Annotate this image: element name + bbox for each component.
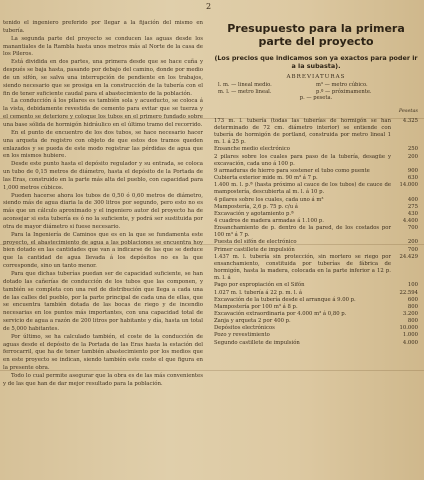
item-description: 4 pilares sobre los cuales, cada uno á m³ (214, 196, 324, 203)
item-description: Zanja y arqueta 2 por 400 p. (214, 318, 291, 325)
item-amount: 10.000 (399, 325, 418, 332)
item-amount: 700 (407, 246, 418, 253)
body-paragraph: En el punto de encuentro de los dos tubos, se hace necesario hacer una arqueta de registro con objeto de que estos dos tramos queden enlazados y se pueda de este modo registrar las pérdidas de agua que en los mismos hubiere. (3, 129, 203, 160)
item-description: 1.437 m. l. tubería sin protección, sin mortero se riego por ensanchamiento, constituida por tuberías de fábrica de hormigón, hasta la madera, colocada en la parte inferior a 12 p. m. l. á (214, 253, 391, 282)
item-description: Pozo y revestimiento (214, 332, 270, 339)
body-paragraph: Para la Ingeniería de Caminos que es en la que se fundamenta este proyecto, el abastecimiento de agua a las poblaciones se encuentra hoy bien dotado en las cantidades que van a indicarse de las que se deduce que la cantidad de agua llevada á los depósitos no es la que corresponde, sino un tanto menor. (3, 231, 203, 270)
abbreviation-peseta: p. — peseta. (299, 95, 333, 102)
budget-column (214, 20, 418, 347)
item-amount: 800 (407, 318, 418, 325)
item-amount: 250 (407, 146, 418, 153)
budget-line-item (214, 168, 418, 175)
abbreviation-entry: l. m. — lineal medio. (218, 82, 272, 88)
item-description: 2 pilares sobre los cuales para paso de la tubería, desagüe y excavación, cada uno á 100 p. (214, 153, 391, 167)
abbreviation-entry: m³ — metro cúbico. (316, 82, 368, 88)
body-paragraph: Desde este punto hasta el depósito regulador y su entrada, se coloca un tubo de 0,15 metros de diámetro, hasta el depósito de la Portada de las Eras, construido en la parte más alta del pueblo, con capacidad para 1,000 metros cúbicos. (3, 161, 203, 191)
body-paragraph: Está dividida en dos partes, una primera desde que se hace cuña y después se baja hasta, pasando por debajo del camino, donde por medio de un sifón, se salva una interrupción de pendiente en los trabajos, siendo necesario que se prosiga en la construcción de la tubería con el fin de tener suficiente caudal para el abastecimiento de la población. (3, 59, 203, 97)
budget-line-item (214, 211, 418, 218)
item-description: 1.027 m. l. tubería á 22 p. m. l. á (214, 289, 303, 296)
item-description: 4 cuadros de madera armadas á 1.100 p. (214, 217, 324, 224)
item-description: 173 m. l. tubería (todas las tuberías de hormigón se han determinado de 72 cm. diámetro interior) se entiende con tubería de hormigón de portland, construida por metro lineal 1 m. l. á 25 p. (214, 117, 391, 146)
item-description: Pago por expropiación en el Sifón (214, 282, 305, 289)
budget-line-item (214, 325, 418, 332)
item-amount: 200 (407, 239, 418, 246)
left-text-column (3, 20, 203, 389)
item-description: 1.400 m. l. p.ª (hasta próximo al cauce de los tubos) de cauce de mampostería, descubierta al m. l. á 10 p. (214, 182, 391, 196)
budget-line-item (214, 118, 418, 147)
body-paragraph: La conducción á los pilares es también sola y acueducto, se coloca á la vista, debidamente revestida de cemento para evitar que se tuerza y el cemento se deteriore y coloque los tubos en el primero fundado sobre una base sólida de hormigón hidráulico en el último tramo del recorrido. (3, 98, 203, 128)
budget-line-item (214, 225, 418, 239)
item-amount: 22.594 (399, 289, 418, 296)
item-amount: 430 (407, 210, 418, 217)
item-description: Ensanchamiento de p. dentro de la pared, de los costados por 100 m³ á 7 p. (214, 225, 391, 239)
budget-line-item (214, 239, 418, 246)
budget-subtitle: (Los precios que indicamos son ya exactos para poder ir a la subasta). (214, 54, 418, 70)
item-description: Segundo castillete de impulsión (214, 339, 300, 346)
item-description: Mampostería por 100 m³ á 8 p. (214, 303, 298, 310)
budget-line-item (214, 204, 418, 211)
abbreviation-entry: p.º — próximamente. (316, 88, 372, 95)
item-amount: 600 (407, 296, 418, 303)
item-description: Mampostería, 2,6 p. 75 p. c/u á (214, 203, 298, 210)
budget-title: Presupuesto para la primera parte del proyecto (227, 22, 405, 48)
budget-line-item (214, 340, 418, 347)
item-description: Puesta del sifón de electrónico (214, 239, 297, 246)
body-paragraph: Pueden hacerse ahora los tubos de 0,50 ó 0,60 metros de diámetro, siendo más de agua diaria la de 300 litros por segundo, pero esto no es más que un cálculo aproximado y el ingeniero autor del proyecto ha de aconsejar si esta tubería es ó no la suficiente, y podrá ser sustituida por otra de mayor diámetro si fuese necesario. (3, 192, 203, 230)
budget-line-item (214, 311, 418, 318)
body-paragraph: Todo lo cual permite asegurar que la obra es de las más convenientes y de las que han de dar mejor resultado para la población. (3, 372, 203, 387)
item-amount: 100 (407, 282, 418, 289)
budget-line-item (214, 218, 418, 225)
budget-line-item (214, 154, 418, 168)
body-paragraph: Para que dichas tuberías puedan ser de capacidad suficiente, se han dotado las cañerías de conducción de los tubos que las componen, y también se completa con una red de distribución que llega a cada una de las calles del pueblo, por la parte principal de cada una de ellas, que se encuentra también dotada de las bocas de riego y de incendio necesarias en los puntos más importantes, con una capacidad total de servicio de agua a razón de 200 litros por habitante y día, hasta un total de 5,000 habitantes. (3, 271, 203, 332)
budget-line-item (214, 254, 418, 283)
body-paragraph: Por último, se ha calculado también, el coste de la conducción de aguas desde el depósito de la Portada de las Eras hasta la estación del ferrocarril, que ha de tener también abastecimiento por los medios que en este proyecto se indican, siendo también este coste el que figura en la presente obra. (3, 333, 203, 372)
item-amount: 4.325 (402, 117, 418, 124)
item-amount: 1.000 (402, 332, 418, 339)
item-amount: 4.000 (402, 339, 418, 346)
abbreviations-list (214, 82, 418, 95)
abbreviation-entry: m. l. — metro lineal. (218, 88, 272, 95)
item-description: Primer castillete de impulsión (214, 246, 295, 253)
abbreviations-heading: ABREVIATURAS (286, 74, 346, 80)
item-amount: 275 (407, 203, 418, 210)
item-amount: 630 (407, 175, 418, 182)
item-description: Cubierta exterior mide m. 90 m³ á 7 p. (214, 175, 318, 182)
budget-line-item (214, 197, 418, 204)
body-paragraph: La segunda parte del proyecto se conducen las aguas desde los manantiales de la Rambla hasta unos metros más al Norte de la casa de los Pileros. (3, 35, 203, 58)
budget-line-item (214, 290, 418, 297)
budget-items (214, 118, 418, 347)
item-amount: 14.000 (399, 182, 418, 189)
item-description: Excavación y agotamiento p.ª (214, 210, 294, 217)
budget-line-item (214, 304, 418, 311)
item-amount: 800 (407, 303, 418, 310)
pesetas-heading: Pesetas (398, 107, 418, 114)
page-number: 2 (206, 2, 212, 11)
item-amount: 24.429 (399, 253, 418, 260)
item-amount: 200 (407, 153, 418, 160)
budget-line-item (214, 182, 418, 196)
item-amount: 700 (407, 225, 418, 232)
budget-line-item (214, 282, 418, 289)
budget-line-item (214, 297, 418, 304)
item-description: Excavación de la tubería desde el arranque á 9.00 p. (214, 296, 356, 303)
item-amount: 400 (407, 196, 418, 203)
body-paragraph: tenido el ingeniero preferido por llegar a la fijación del mismo en tubería. (3, 20, 203, 34)
item-description: Depósitos electrónicos (214, 325, 275, 332)
item-description: Ensanche medio electrónico (214, 146, 290, 153)
item-amount: 4.400 (402, 217, 418, 224)
budget-line-item (214, 247, 418, 254)
item-description: 9 armaduras de hierro para sostener el tubo como puente (214, 167, 370, 174)
item-amount: 900 (407, 167, 418, 174)
item-amount: 3.200 (402, 311, 418, 317)
budget-line-item (214, 332, 418, 339)
budget-line-item (214, 146, 418, 153)
item-description: Excavación extraordinaria por 4.000 m³ á 0,80 p. (214, 311, 347, 317)
